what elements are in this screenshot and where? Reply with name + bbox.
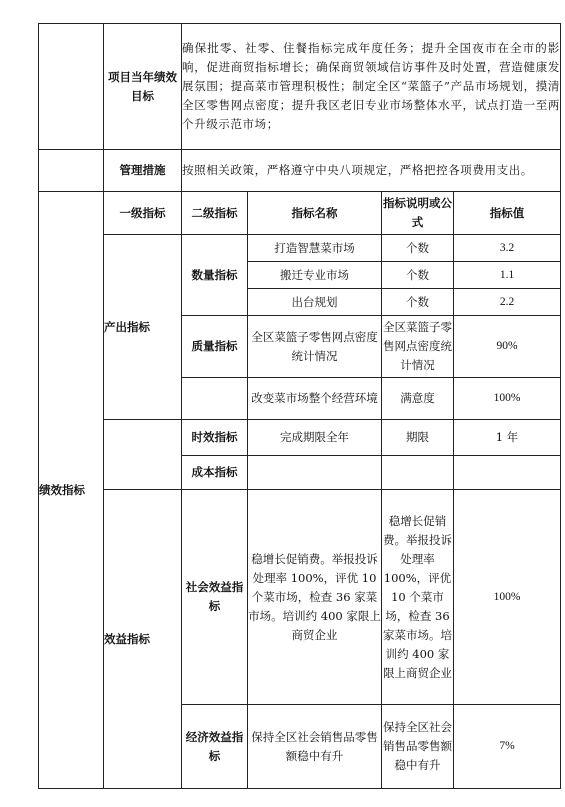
indicator-value: 1 年 [454,420,561,456]
benefit-label: 效益指标 [104,490,182,789]
indicator-desc: 个数 [382,262,454,289]
indicator-desc: 全区菜篮子零售网点密度统计情况 [382,316,454,378]
indicator-desc: 期限 [382,420,454,456]
blank-cell [248,456,382,490]
indicator-name: 改变菜市场整个经营环境 [248,378,382,420]
indicator-value: 100% [454,490,561,705]
performance-table [38,23,561,789]
indicator-value: 100% [454,378,561,420]
measures-text: 按照相关政策，严格遵守中央八项规定，严格把控各项费用支出。 [182,150,561,192]
indicator-value: 2.2 [454,289,561,316]
indicator-value: 90% [454,316,561,378]
social-label: 社会效益指标 [182,490,248,705]
indicator-name: 搬迁专业市场 [248,262,382,289]
indicator-desc: 满意度 [382,378,454,420]
header-value: 指标值 [454,192,561,235]
goal-label: 项目当年绩效目标 [104,24,182,150]
indicator-name: 完成期限全年 [248,420,382,456]
indicator-desc: 个数 [382,289,454,316]
goal-text: 确保批零、社零、住餐指标完成年度任务；提升全国夜市在全市的影响，促进商贸指标增长；确保商贸领域信访事件及时处置，营造健康发展氛围；提高菜市管理积极性；制定全区“菜篮子”产品市场规划，摸清全区零售网点密度；提升我区老旧专业市场整体水平，试点打造一至两个升级示范市场； [182,24,561,150]
measures-label: 管理措施 [104,150,182,192]
blank-cell [382,456,454,490]
indicator-name: 出台规划 [248,289,382,316]
header-name: 指标名称 [248,192,382,235]
indicator-value: 7% [454,705,561,789]
left-blank-cell [39,150,104,192]
output-label: 产出指标 [104,235,182,420]
cost-label: 成本指标 [182,456,248,490]
header-level2: 二级指标 [182,192,248,235]
quality-label: 质量指标 [182,316,248,378]
blank-level1-cell [104,420,182,490]
header-level1: 一级指标 [104,192,182,235]
indicator-name: 保持全区社会销售品零售额稳中有升 [248,705,382,789]
section-label-performance: 绩效指标 [39,192,104,789]
header-desc: 指标说明或公式 [382,192,454,235]
indicator-name: 打造智慧菜市场 [248,235,382,262]
indicator-value: 1.1 [454,262,561,289]
indicator-value: 3.2 [454,235,561,262]
economic-label: 经济效益指标 [182,705,248,789]
indicator-desc: 稳增长促销费。举报投诉处理率 100%，评优 10 个菜市场，检查 36 家菜市场。培训约 400 家限上商贸企业 [382,490,454,705]
indicator-name: 全区菜篮子零售网点密度统计情况 [248,316,382,378]
left-blank-cell [39,24,104,150]
timeliness-label: 时效指标 [182,420,248,456]
quantity-label: 数量指标 [182,235,248,316]
indicator-desc: 个数 [382,235,454,262]
indicator-name: 稳增长促销费。举报投诉处理率 100%，评优 10 个菜市场，检查 36 家菜市场。培训约 400 家限上商贸企业 [248,490,382,705]
blank-level2-cell [182,378,248,420]
indicator-desc: 保持全区社会销售品零售额稳中有升 [382,705,454,789]
blank-cell [454,456,561,490]
